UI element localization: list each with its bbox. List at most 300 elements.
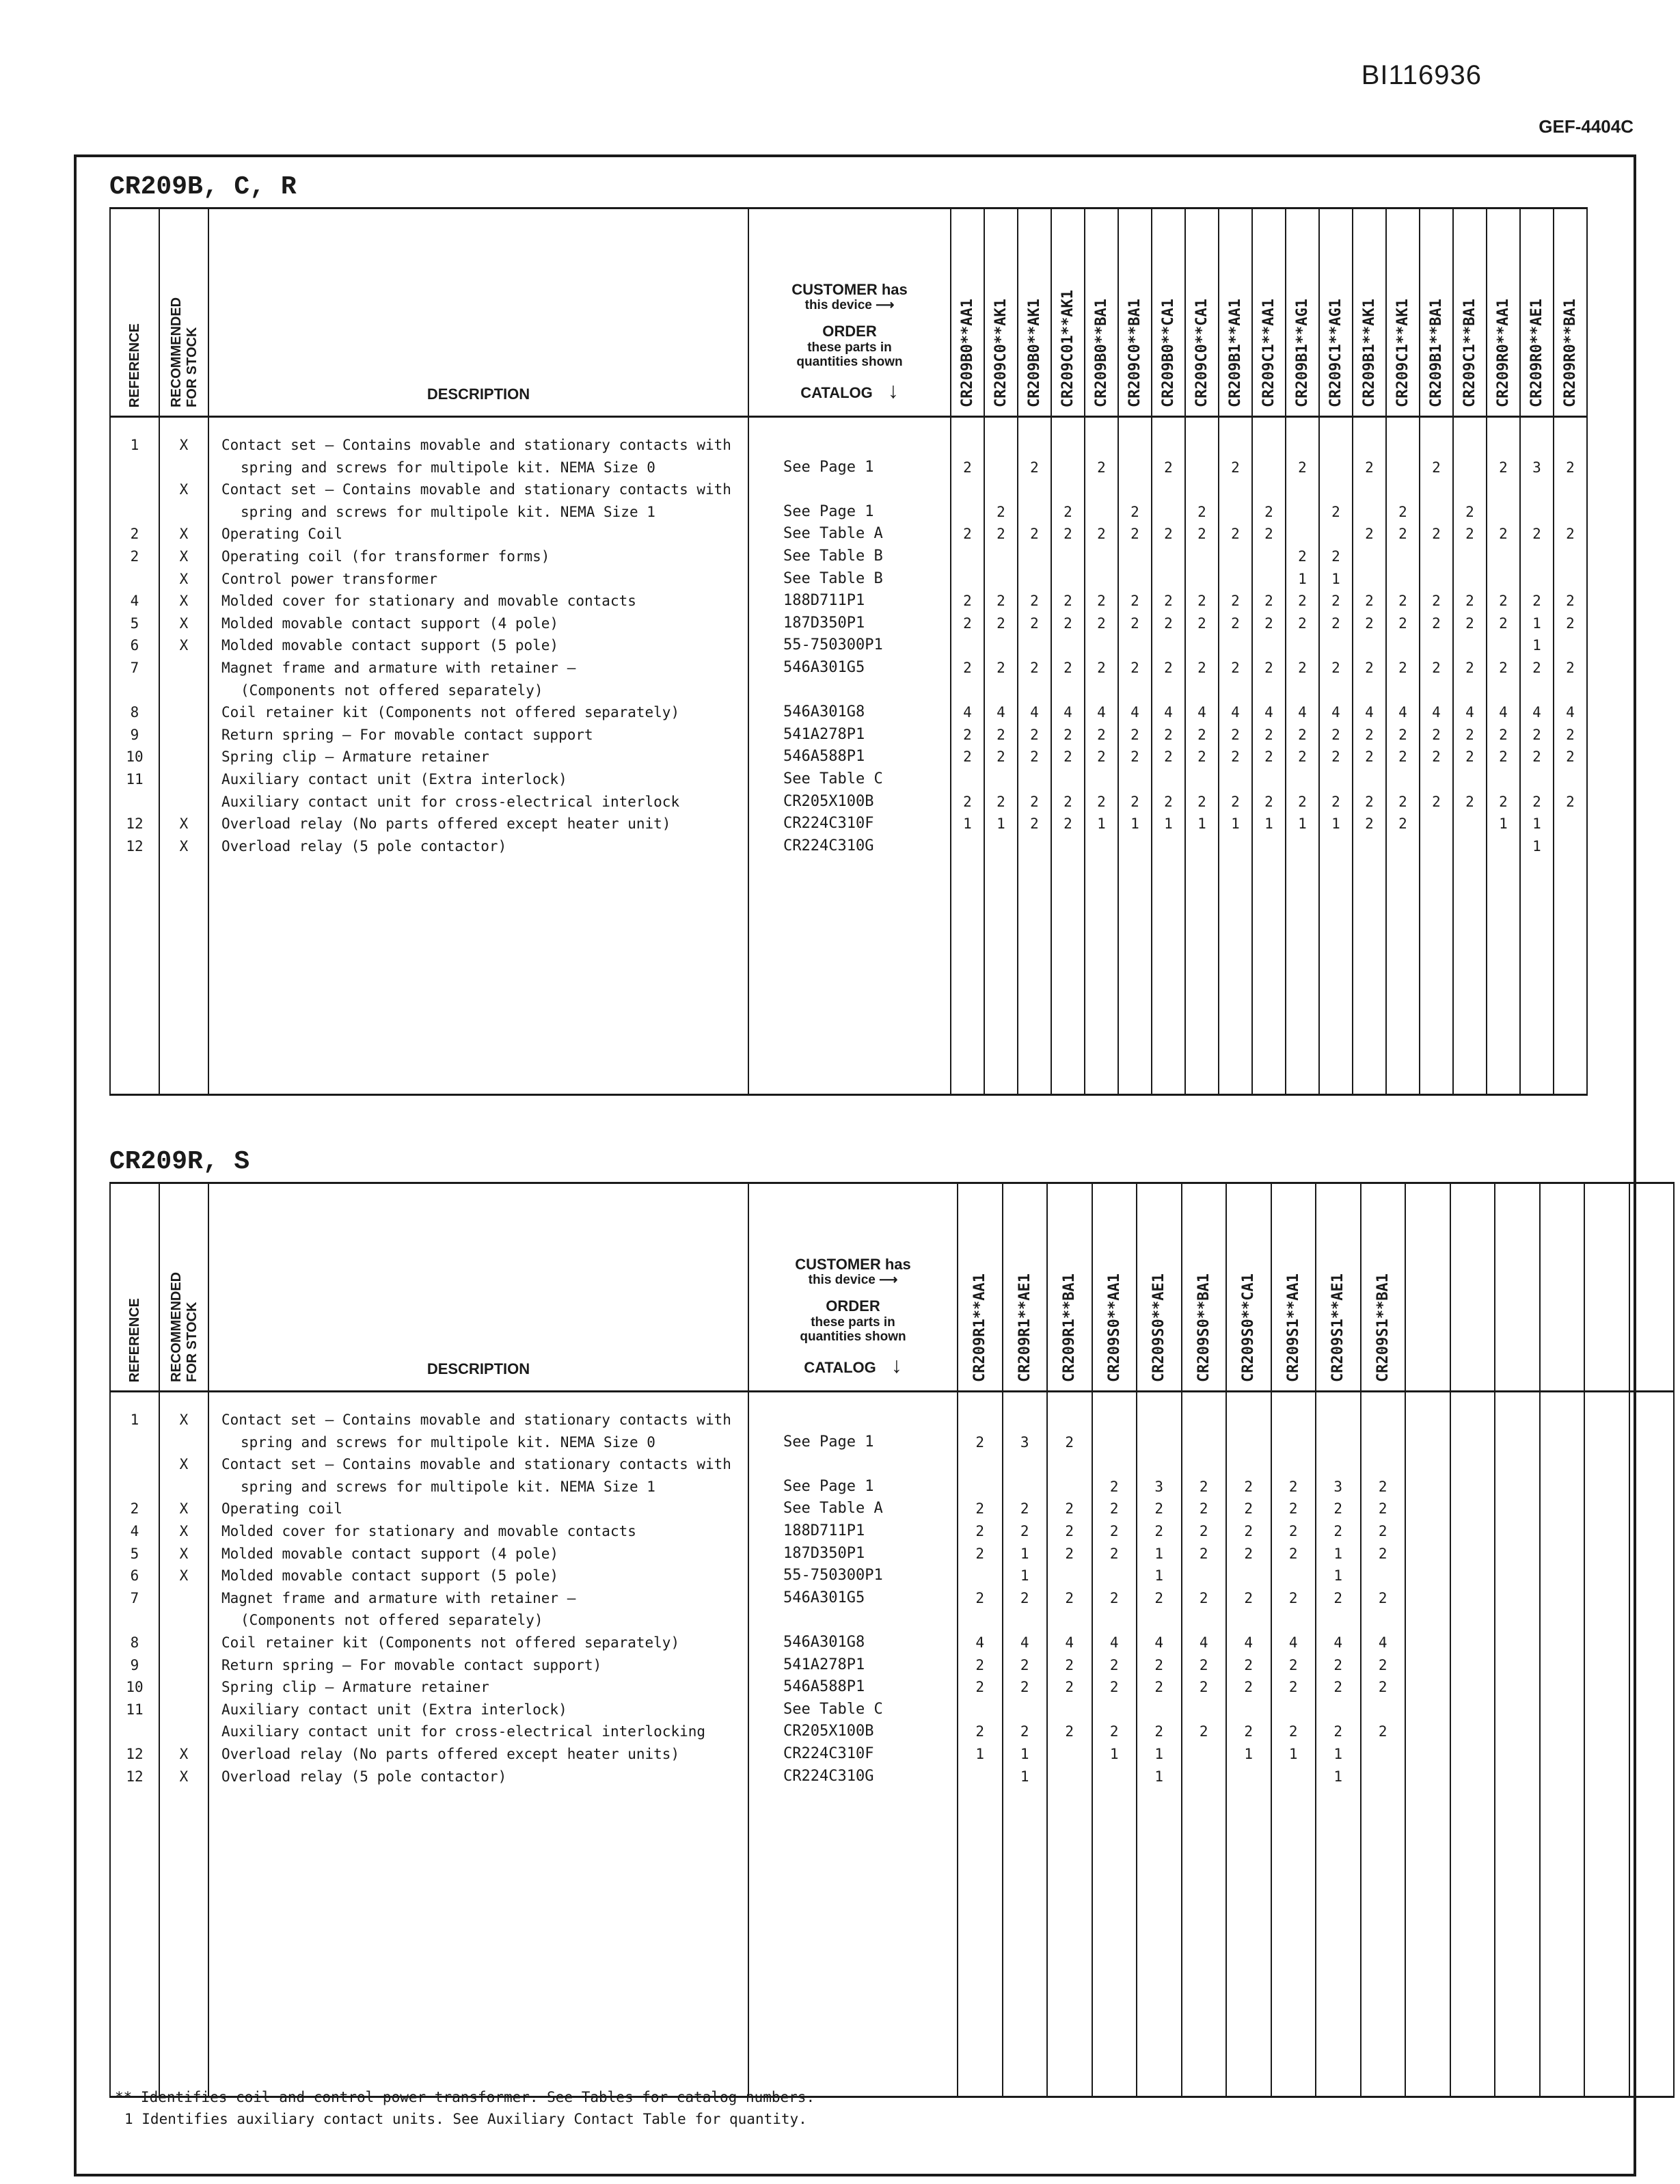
quantity-cell [1182,1409,1227,1431]
quantity-cell [1353,835,1386,858]
quantity-cell [1085,835,1118,858]
model-column-header [1584,1183,1629,1392]
quantity-cell: 2 [1316,1676,1361,1699]
quantity-cell [958,1409,1003,1431]
quantity-cell [1540,1587,1585,1610]
catalog-header-line: this device ⟶ [808,1273,898,1288]
quantity-cell [1286,501,1319,524]
quantity-cell: 2 [951,590,984,612]
quantity-cell: 2 [1137,1587,1182,1610]
quantity-cell: 1 [1085,813,1118,835]
quantity-cell: 2 [1386,612,1420,635]
quantity-cell [1226,1453,1271,1476]
description-text: (Components not offered separately) [241,1612,543,1629]
reference-cell: 2 [110,545,159,568]
quantity-cell [1554,634,1587,657]
description-header: DESCRIPTION [208,208,748,417]
quantity-cell: 2 [1271,1476,1316,1498]
model-column-header [1405,1183,1450,1392]
quantity-cell: 2 [1520,523,1554,545]
quantity-cell: 2 [1152,590,1185,612]
reference-cell: 4 [110,1520,159,1543]
quantity-cell: 2 [1137,1520,1182,1543]
model-number: CR209B0**AA1 [959,299,976,407]
quantity-cell [1152,768,1185,791]
quantity-cell [1495,1431,1540,1454]
stock-cell: X [159,1743,208,1766]
quantity-cell: 2 [984,612,1018,635]
quantity-cell [1271,1699,1316,1721]
quantity-cell [1316,1609,1361,1632]
catalog-header-line: ORDER [822,323,877,340]
quantity-cell: 2 [1137,1498,1182,1520]
model-number: CR209R1**AA1 [971,1273,989,1382]
quantity-cell: 2 [1051,590,1085,612]
quantity-cell: 2 [1453,523,1487,545]
quantity-cell [1584,1721,1629,1743]
quantity-cell [984,835,1018,858]
description-text: Magnet frame and armature with retainer – [221,659,576,676]
parts-row [110,1565,1674,1587]
quantity-cell [1629,1409,1675,1431]
quantity-cell: 2 [1361,1654,1406,1677]
quantity-cell: 2 [1092,1498,1137,1520]
parts-row [110,523,1587,545]
quantity-cell: 1 [1118,813,1152,835]
quantity-cell: 1 [1520,612,1554,635]
quantity-cell [1450,1476,1495,1498]
model-column-header [1386,208,1420,417]
quantity-cell [1353,679,1386,702]
quantity-cell [1453,478,1487,501]
quantity-cell [1226,1766,1271,1788]
quantity-cell: 2 [1319,746,1353,768]
description-text: Coil retainer kit (Components not offered separately) [221,704,680,721]
quantity-cell [1047,1453,1092,1476]
quantity-cell [1495,1520,1540,1543]
quantity-cell: 2 [1018,612,1051,635]
quantity-cell [1137,1431,1182,1454]
quantity-cell [1450,1409,1495,1431]
quantity-cell [1495,1476,1540,1498]
quantity-cell [1252,679,1286,702]
quantity-cell: 2 [1386,657,1420,679]
quantity-cell: 2 [1219,724,1252,746]
catalog-cell: 546A301G5 [748,657,951,679]
quantity-cell: 2 [1252,746,1286,768]
quantity-cell [1584,1654,1629,1677]
quantity-cell: 4 [1092,1632,1137,1654]
spacer-row [110,1788,1674,2097]
quantity-cell: 2 [1252,612,1286,635]
model-number: CR209C1**AK1 [1394,299,1411,407]
quantity-cell [958,1476,1003,1498]
quantity-cell: 2 [1118,590,1152,612]
quantity-cell: 2 [1420,590,1453,612]
quantity-cell: 2 [1319,791,1353,813]
quantity-cell: 3 [1003,1431,1048,1454]
quantity-cell [1405,1699,1450,1721]
quantity-cell [1185,835,1219,858]
catalog-cell: 546A588P1 [748,1676,958,1699]
quantity-cell [1420,679,1453,702]
description-text: Operating coil (for transformer forms) [221,548,550,565]
section-title: CR209B, C, R [109,172,297,202]
quantity-cell: 2 [984,657,1018,679]
quantity-cell: 4 [1520,701,1554,724]
catalog-label: CATALOG [800,384,873,402]
quantity-cell [1018,768,1051,791]
quantity-cell: 2 [951,657,984,679]
quantity-cell: 2 [984,523,1018,545]
quantity-cell: 2 [1286,746,1319,768]
quantity-cell: 1 [1487,813,1520,835]
quantity-cell [1047,1766,1092,1788]
quantity-cell: 2 [1152,523,1185,545]
model-number: CR209S0**AA1 [1105,1273,1123,1382]
quantity-cell: 2 [1003,1587,1048,1610]
stock-cell: X [159,1409,208,1431]
catalog-cell: 546A588P1 [748,746,951,768]
quantity-cell [1182,1453,1227,1476]
quantity-cell [1252,545,1286,568]
model-number: CR209C1**AG1 [1327,299,1344,407]
quantity-cell: 4 [1018,701,1051,724]
quantity-cell: 2 [1085,457,1118,479]
quantity-cell: 2 [1361,1520,1406,1543]
catalog-cell: See Table A [748,523,951,545]
quantity-cell [951,679,984,702]
quantity-cell: 2 [1051,746,1085,768]
quantity-cell [1219,501,1252,524]
stock-cell [159,1476,208,1498]
stock-cell [159,457,208,479]
parts-row [110,1609,1674,1632]
quantity-cell: 2 [1003,1654,1048,1677]
section-cr209bcr [109,172,1588,1096]
quantity-cell: 2 [1453,746,1487,768]
quantity-cell [1487,634,1520,657]
quantity-cell [1003,1409,1048,1431]
reference-cell: 7 [110,1587,159,1610]
quantity-cell: 2 [1219,657,1252,679]
model-column-header [1085,208,1118,417]
catalog-label: CATALOG [804,1359,876,1377]
quantity-cell: 2 [1152,612,1185,635]
model-column-header [1118,208,1152,417]
description-text: Auxiliary contact unit (Extra interlock) [221,1701,567,1718]
quantity-cell: 1 [1286,813,1319,835]
quantity-cell: 2 [1554,791,1587,813]
quantity-cell: 2 [1152,791,1185,813]
stock-cell [159,724,208,746]
quantity-cell: 2 [1453,590,1487,612]
quantity-cell [1152,545,1185,568]
stock-cell [159,1699,208,1721]
description-text: Magnet frame and armature with retainer – [221,1589,576,1606]
catalog-cell: See Page 1 [748,1431,958,1454]
catalog-cell [748,679,951,702]
quantity-cell [1219,478,1252,501]
catalog-cell: 546A301G5 [748,1587,958,1610]
model-number: CR209C0**CA1 [1193,299,1210,407]
quantity-cell: 2 [1047,1498,1092,1520]
quantity-cell: 4 [958,1632,1003,1654]
quantity-cell [1629,1498,1675,1520]
quantity-cell [1450,1676,1495,1699]
quantity-cell [1584,1565,1629,1587]
parts-row [110,768,1587,791]
quantity-cell [1540,1476,1585,1498]
quantity-cell [1152,478,1185,501]
model-column-header [1185,208,1219,417]
model-number: CR209C1**AA1 [1260,299,1277,407]
description-cell [208,1609,748,1632]
quantity-cell: 2 [1018,791,1051,813]
stock-cell [159,746,208,768]
quantity-cell [1584,1699,1629,1721]
quantity-cell [958,1766,1003,1788]
model-number: CR209B1**BA1 [1428,299,1445,407]
description-cell [208,523,748,545]
quantity-cell [1405,1409,1450,1431]
quantity-cell [1554,768,1587,791]
model-column-header [1018,208,1051,417]
quantity-cell: 2 [1286,791,1319,813]
quantity-cell: 2 [1271,1543,1316,1565]
quantity-cell: 2 [984,590,1018,612]
reference-cell [110,501,159,524]
quantity-cell: 2 [1226,1498,1271,1520]
quantity-cell [1271,1453,1316,1476]
quantity-cell [1520,679,1554,702]
quantity-cell: 2 [1361,1676,1406,1699]
quantity-cell: 2 [1554,612,1587,635]
quantity-cell: 2 [1092,1721,1137,1743]
quantity-cell [1450,1766,1495,1788]
quantity-cell: 2 [951,791,984,813]
quantity-cell [1584,1632,1629,1654]
parts-row [110,1498,1674,1520]
quantity-cell: 2 [1118,657,1152,679]
quantity-cell [1085,679,1118,702]
description-cell [208,1409,748,1431]
quantity-cell [958,1565,1003,1587]
reference-cell [110,1609,159,1632]
parts-row [110,679,1587,702]
quantity-cell: 2 [1353,590,1386,612]
quantity-cell: 4 [1353,701,1386,724]
description-cell [208,791,748,813]
quantity-cell [1018,478,1051,501]
quantity-cell [1450,1654,1495,1677]
quantity-cell [1540,1409,1585,1431]
quantity-cell: 2 [1386,746,1420,768]
model-column-header [1152,208,1185,417]
quantity-cell: 2 [1554,523,1587,545]
reference-cell: 6 [110,634,159,657]
parts-row [110,634,1587,657]
quantity-cell [1047,1609,1092,1632]
catalog-cell [748,434,951,457]
quantity-cell [1252,768,1286,791]
quantity-cell: 2 [1286,457,1319,479]
quantity-cell: 2 [1554,657,1587,679]
quantity-cell [1386,768,1420,791]
catalog-cell: See Table B [748,545,951,568]
quantity-cell [1047,1699,1092,1721]
model-column-header [1487,208,1520,417]
quantity-cell: 2 [1271,1520,1316,1543]
quantity-cell [1540,1565,1585,1587]
quantity-cell [1185,568,1219,591]
parts-row [110,1699,1674,1721]
quantity-cell [1185,768,1219,791]
reference-cell: 12 [110,1743,159,1766]
quantity-cell [1226,1609,1271,1632]
quantity-cell [1051,835,1085,858]
description-text: Return spring – For movable contact support [221,726,593,743]
model-number: CR209C01**AK1 [1059,289,1076,407]
description-cell [208,679,748,702]
quantity-cell [1495,1632,1540,1654]
description-text: Auxiliary contact unit for cross-electrical interlocking [221,1723,706,1740]
description-cell [208,1431,748,1454]
quantity-cell: 2 [951,457,984,479]
model-column-header [1271,1183,1316,1392]
quantity-cell [1540,1609,1585,1632]
quantity-cell: 2 [1361,1543,1406,1565]
quantity-cell: 1 [1003,1743,1048,1766]
quantity-cell: 2 [1487,746,1520,768]
parts-row [110,1743,1674,1766]
reference-cell [110,1476,159,1498]
quantity-cell [1018,434,1051,457]
quantity-cell [1085,634,1118,657]
quantity-cell: 2 [1137,1654,1182,1677]
quantity-cell [1182,1699,1227,1721]
model-column-header [1047,1183,1092,1392]
quantity-cell: 2 [1386,813,1420,835]
quantity-cell [1386,434,1420,457]
parts-row [110,1543,1674,1565]
stock-cell: X [159,634,208,657]
quantity-cell [1420,478,1453,501]
quantity-cell [1495,1699,1540,1721]
catalog-header-line: these parts in [811,1315,895,1330]
description-cell [208,701,748,724]
quantity-cell: 2 [1085,746,1118,768]
quantity-cell: 2 [1420,791,1453,813]
quantity-cell [1495,1721,1540,1743]
catalog-cell: CR205X100B [748,1721,958,1743]
quantity-cell [1118,478,1152,501]
quantity-cell: 2 [1047,1543,1092,1565]
catalog-cell: 541A278P1 [748,724,951,746]
down-arrow-icon: ↓ [891,1353,902,1378]
description-cell [208,478,748,501]
quantity-cell: 1 [984,813,1018,835]
quantity-cell: 4 [1118,701,1152,724]
quantity-cell [1453,679,1487,702]
quantity-cell: 1 [1520,835,1554,858]
quantity-cell: 2 [1487,523,1520,545]
quantity-cell [1629,1543,1675,1565]
section-cr209rs [109,1147,1675,2098]
quantity-cell: 2 [1487,724,1520,746]
quantity-cell: 2 [1226,1654,1271,1677]
reference-cell: 2 [110,523,159,545]
parts-row [110,434,1587,457]
description-text: spring and screws for multipole kit. NEMA Size 1 [241,503,655,520]
quantity-cell [1495,1543,1540,1565]
quantity-cell: 2 [951,746,984,768]
quantity-cell [1629,1676,1675,1699]
quantity-cell: 1 [1252,813,1286,835]
quantity-cell: 1 [1319,568,1353,591]
quantity-cell: 2 [1092,1676,1137,1699]
quantity-cell: 2 [1487,791,1520,813]
quantity-cell: 1 [1286,568,1319,591]
quantity-cell: 2 [1118,791,1152,813]
quantity-cell [1540,1431,1585,1454]
reference-header [110,1183,159,1392]
quantity-cell: 2 [1319,590,1353,612]
quantity-cell [1051,545,1085,568]
model-column-header [1453,208,1487,417]
parts-row [110,1453,1674,1476]
quantity-cell: 2 [1219,746,1252,768]
quantity-cell [1085,478,1118,501]
reference-cell: 8 [110,1632,159,1654]
description-text: Coil retainer kit (Components not offered separately) [221,1634,680,1651]
reference-cell: 10 [110,1676,159,1699]
quantity-cell: 2 [1286,724,1319,746]
quantity-cell: 1 [1152,813,1185,835]
model-column-header [951,208,984,417]
quantity-cell [1353,634,1386,657]
quantity-cell: 2 [1319,612,1353,635]
model-number: CR209R0**AA1 [1495,299,1512,407]
quantity-cell [1405,1543,1450,1565]
quantity-cell: 2 [1137,1676,1182,1699]
quantity-cell: 2 [1386,590,1420,612]
quantity-cell: 4 [1003,1632,1048,1654]
quantity-cell [1420,634,1453,657]
header-row [110,208,1587,417]
quantity-cell: 2 [984,791,1018,813]
quantity-cell: 2 [1353,746,1386,768]
description-cell [208,724,748,746]
quantity-cell: 4 [1219,701,1252,724]
quantity-cell [1554,813,1587,835]
quantity-cell [1629,1453,1675,1476]
catalog-cell [748,1609,958,1632]
quantity-cell [1584,1543,1629,1565]
quantity-cell: 2 [1182,1587,1227,1610]
stock-cell: X [159,1766,208,1788]
quantity-cell: 2 [1319,724,1353,746]
quantity-cell [1353,768,1386,791]
quantity-cell: 2 [1018,523,1051,545]
parts-row [110,1676,1674,1699]
quantity-cell [1185,545,1219,568]
quantity-cell [1450,1520,1495,1543]
parts-table [109,207,1588,1096]
quantity-cell [1319,434,1353,457]
parts-row [110,590,1587,612]
quantity-cell: 2 [1152,746,1185,768]
